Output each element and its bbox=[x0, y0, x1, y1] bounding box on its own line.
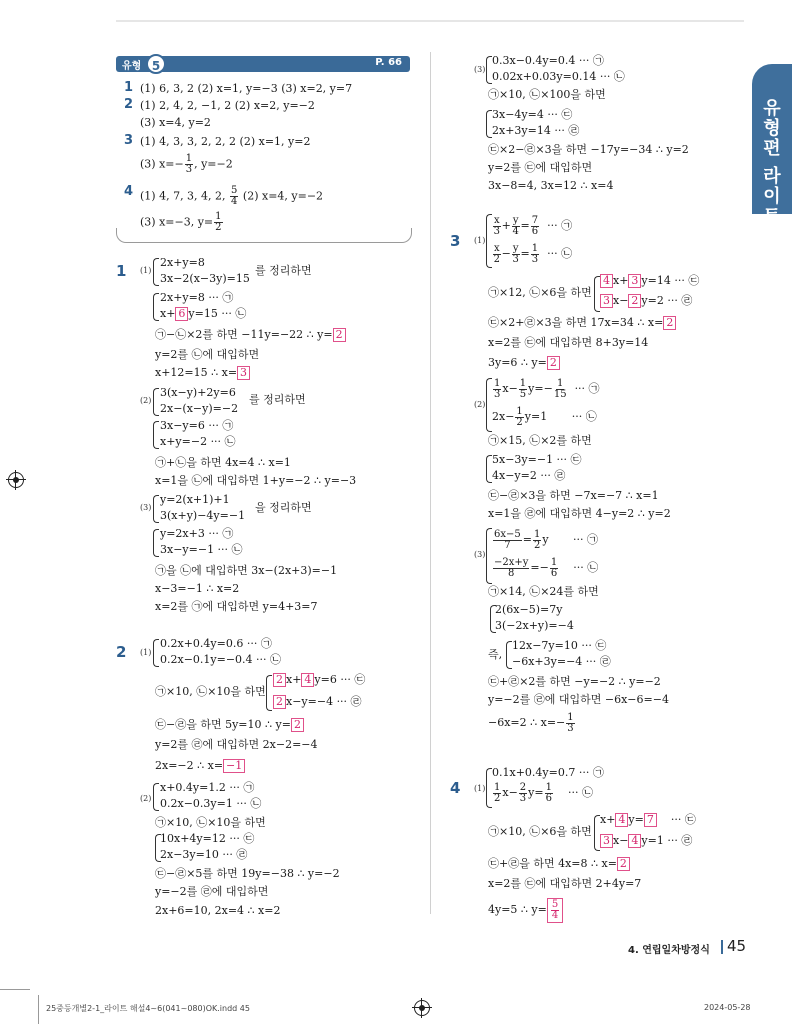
fraction bbox=[185, 154, 193, 175]
equation: $\frac{1}{2}$ x− $\frac{2}{3}$ y= $\frac{1}{6}$ ··· ㉡ bbox=[494, 781, 593, 804]
solution-step: ㉠×14, ㉡×24를 하면 bbox=[488, 585, 599, 598]
fraction bbox=[531, 244, 539, 265]
fraction bbox=[512, 244, 520, 265]
solution-step: 2x+6=10, 2x=4 ∴ x=2 bbox=[155, 904, 281, 917]
numerator: 1 bbox=[550, 556, 558, 568]
numerator: 6x−5 bbox=[494, 528, 521, 540]
system-brace bbox=[153, 258, 159, 286]
denominator: 6 bbox=[531, 225, 539, 237]
equation bbox=[600, 834, 692, 848]
equation bbox=[273, 695, 362, 709]
answer-box: 2 bbox=[273, 673, 286, 687]
text: ··· ㉡ bbox=[547, 247, 573, 260]
denominator: 4 bbox=[551, 909, 559, 921]
equation: 2x−(x−y)=−2 bbox=[160, 402, 239, 415]
answer-line bbox=[140, 186, 323, 207]
numerator: 2 bbox=[519, 781, 527, 793]
text: , y=−2 bbox=[194, 157, 233, 171]
denominator: 5 bbox=[519, 388, 527, 400]
fraction bbox=[519, 379, 527, 400]
equation: 3x−2(x−3y)=15 bbox=[160, 272, 250, 285]
solution-step: ㉢×2−㉣×3을 하면 −17y=−34 ∴ y=2 bbox=[488, 143, 689, 156]
system-brace bbox=[266, 675, 272, 711]
denominator: 3 bbox=[185, 164, 193, 175]
denominator: 7 bbox=[504, 539, 511, 551]
equation: 3x−4y=4 ··· ㉢ bbox=[492, 108, 573, 121]
numerator: 1 bbox=[516, 405, 523, 417]
fraction bbox=[533, 530, 541, 551]
fraction bbox=[493, 530, 522, 551]
text: ··· ㉠ bbox=[574, 382, 600, 395]
equation bbox=[600, 274, 699, 288]
denominator: 3 bbox=[512, 253, 519, 265]
equation bbox=[160, 307, 246, 321]
denominator: 2 bbox=[533, 539, 541, 551]
system-brace bbox=[153, 783, 159, 811]
problem-number: 4 bbox=[450, 779, 461, 797]
registration-mark-icon bbox=[414, 1000, 430, 1016]
text: ··· ㉡ bbox=[567, 786, 593, 799]
equation: 3(x−y)+2y=6 bbox=[160, 386, 236, 399]
fraction bbox=[551, 900, 559, 921]
text: ··· ㉠ bbox=[573, 533, 599, 546]
numerator: 5 bbox=[231, 185, 238, 196]
sub-label: (2) bbox=[140, 396, 152, 405]
numerator: 1 bbox=[531, 242, 539, 254]
type-label: 유형 bbox=[122, 61, 142, 72]
answer-box: −1 bbox=[223, 759, 245, 773]
solution-step: ㉠을 ㉡에 대입하면 3x−(2x+3)=−1 bbox=[155, 564, 338, 577]
text: x+ bbox=[286, 673, 302, 686]
solution-step: ㉠×10, ㉡×6을 하면 bbox=[488, 825, 592, 838]
text: 4y=5 ∴ y= bbox=[488, 903, 547, 916]
answer-box: 2 bbox=[273, 695, 286, 709]
text: ··· ㉡ bbox=[573, 561, 599, 574]
numerator: 7 bbox=[531, 214, 539, 226]
crop-mark bbox=[38, 995, 39, 1024]
equation: x+0.4y=1.2 ··· ㉠ bbox=[160, 781, 255, 794]
equation: x+y=−2 ··· ㉡ bbox=[160, 435, 236, 448]
fraction bbox=[566, 713, 574, 734]
instruction-text: 을 정리하면 bbox=[255, 501, 312, 514]
numerator: y bbox=[512, 214, 519, 226]
text: 3y=6 ∴ y= bbox=[488, 356, 547, 369]
answer-box bbox=[547, 898, 563, 923]
denominator: 6 bbox=[545, 792, 552, 804]
equation: 0.3x−0.4y=0.4 ··· ㉠ bbox=[492, 54, 604, 67]
solution-step bbox=[488, 356, 560, 370]
registration-mark-icon bbox=[8, 472, 24, 488]
denominator: 3 bbox=[494, 388, 501, 400]
sub-label: (3) bbox=[140, 503, 152, 512]
numerator: 1 bbox=[494, 377, 501, 389]
numerator: 5 bbox=[551, 898, 559, 910]
system-brace bbox=[153, 495, 159, 523]
answer-box: 2 bbox=[663, 316, 676, 330]
equation: $\frac{-2x+y}{8}$ =− $\frac{1}{6}$ ··· ㉡ bbox=[494, 556, 599, 579]
answer-box: 2 bbox=[291, 718, 304, 732]
equation: −6x+3y=−4 ··· ㉣ bbox=[512, 655, 611, 668]
equation: 12x−7y=10 ··· ㉢ bbox=[512, 639, 607, 652]
equation: 3(−2x+y)=−4 bbox=[495, 619, 574, 632]
equation: $\frac{6x-5}{7}$ = $\frac{1}{2}$ y ··· ㉠ bbox=[494, 528, 599, 551]
text: −6x=2 ∴ x=− bbox=[488, 716, 566, 729]
denominator: 6 bbox=[550, 567, 558, 579]
denominator: 3 bbox=[567, 722, 574, 734]
solution-step: y=−2를 ㉣에 대입하면 −6x−6=−4 bbox=[488, 693, 669, 706]
numerator: y bbox=[512, 242, 519, 254]
solution-step: ㉢−㉣×5를 하면 19y=−38 ∴ y=−2 bbox=[155, 867, 340, 880]
equation: 5x−3y=−1 ··· ㉢ bbox=[492, 453, 582, 466]
numerator: 1 bbox=[567, 711, 574, 723]
solution-step bbox=[155, 366, 250, 380]
registration-dot bbox=[13, 477, 19, 483]
answer-number: 1 bbox=[124, 80, 134, 95]
sub-label: (1) bbox=[474, 236, 486, 245]
solution-step: ㉠×15, ㉡×2를 하면 bbox=[488, 434, 592, 447]
answer-box: 3 bbox=[237, 366, 250, 380]
text: (3) x=− bbox=[140, 157, 184, 171]
denominator: 3 bbox=[519, 792, 527, 804]
fraction bbox=[493, 558, 529, 579]
answer-line: (1) 2, 4, 2, −1, 2 (2) x=2, y=−2 bbox=[140, 99, 315, 112]
sub-label: (2) bbox=[474, 400, 486, 409]
equation bbox=[492, 405, 597, 429]
solution-step: x=2를 ㉠에 대입하면 y=4+3=7 bbox=[155, 600, 318, 613]
solution-step: ㉢−㉣×3을 하면 −7x=−7 ∴ x=1 bbox=[488, 489, 659, 502]
text: ㉢+㉣을 하면 4x=8 ∴ x= bbox=[488, 857, 617, 870]
numerator: 1 bbox=[185, 153, 193, 164]
equation: 0.02x+0.03y=0.14 ··· ㉡ bbox=[492, 70, 625, 83]
equation: 3(x+y)−4y=−1 bbox=[160, 509, 246, 522]
fraction bbox=[493, 379, 501, 400]
text: ㉢−㉣을 하면 5y=10 ∴ y= bbox=[155, 718, 291, 731]
solution-step: y=2를 ㉡에 대입하면 bbox=[155, 348, 260, 361]
system-brace bbox=[153, 639, 159, 667]
solution-step bbox=[488, 316, 676, 330]
system-brace bbox=[153, 388, 159, 416]
solution-step bbox=[155, 718, 304, 732]
denominator: 4 bbox=[512, 225, 519, 237]
fraction bbox=[512, 216, 520, 237]
text: y=14 ··· ㉢ bbox=[641, 274, 700, 287]
text: x− bbox=[613, 834, 629, 847]
text: (3) x=−3, y= bbox=[140, 215, 214, 229]
numerator: 1 bbox=[545, 781, 552, 793]
top-rule bbox=[116, 20, 744, 22]
text: ㉠−㉡×2를 하면 −11y=−22 ∴ y= bbox=[155, 328, 333, 341]
side-tab-label: 유형편 라이트 bbox=[760, 98, 781, 227]
answer-box: 3 bbox=[600, 294, 613, 308]
instruction-text: 를 정리하면 bbox=[255, 264, 312, 277]
denominator: 15 bbox=[553, 388, 567, 400]
denominator: 8 bbox=[508, 567, 515, 579]
text: x+12=15 ∴ x= bbox=[155, 366, 238, 379]
equation: 2x+y=8 bbox=[160, 256, 205, 269]
fraction bbox=[545, 783, 553, 804]
answer-number: 2 bbox=[124, 97, 134, 112]
solution-step bbox=[488, 857, 630, 871]
page-reference: P. 66 bbox=[375, 57, 402, 68]
solution-step: ㉠×10, ㉡×100을 하면 bbox=[488, 88, 606, 101]
problem-number: 2 bbox=[116, 643, 127, 661]
text: ··· ㉡ bbox=[571, 410, 597, 423]
system-brace bbox=[153, 529, 159, 557]
answer-box: 7 bbox=[644, 813, 657, 827]
answer-line bbox=[140, 154, 233, 175]
solution-step: ㉠×10, ㉡×10을 하면 bbox=[155, 685, 266, 698]
solution-step: ㉠×10, ㉡×10을 하면 bbox=[155, 816, 266, 829]
answer-number: 3 bbox=[124, 133, 134, 148]
answer-box: 3 bbox=[628, 274, 641, 288]
text: y=6 ··· ㉢ bbox=[314, 673, 366, 686]
solution-step: x=1을 ㉡에 대입하면 1+y=−2 ∴ y=−3 bbox=[155, 474, 357, 487]
equation: 2x+3y=14 ··· ㉣ bbox=[492, 124, 580, 137]
text: x−y=−4 ··· ㉣ bbox=[286, 695, 362, 708]
equation bbox=[600, 294, 692, 308]
answer-number: 4 bbox=[124, 184, 134, 199]
solution-step: 3x−8=4, 3x=12 ∴ x=4 bbox=[488, 179, 614, 192]
text: 2x=−2 ∴ x= bbox=[155, 759, 224, 772]
chapter-title: 4. 연립일차방정식 bbox=[628, 945, 710, 956]
denominator: 2 bbox=[493, 253, 500, 265]
text: ··· ㉢ bbox=[670, 813, 696, 826]
solution-step: ㉢+㉣×2를 하면 −y=−2 ∴ y=−2 bbox=[488, 675, 661, 688]
fraction bbox=[519, 783, 527, 804]
text: ㉢×2+㉣×3을 하면 17x=34 ∴ x= bbox=[488, 316, 664, 329]
text: x+ bbox=[160, 307, 176, 320]
numerator: 1 bbox=[215, 211, 222, 222]
answer-box: 4 bbox=[600, 274, 613, 288]
system-brace bbox=[153, 421, 159, 449]
solution-step bbox=[155, 328, 346, 342]
text: y=1 ··· ㉣ bbox=[641, 834, 693, 847]
denominator: 4 bbox=[231, 196, 238, 207]
answer-line: (1) 6, 3, 2 (2) x=1, y=−3 (3) x=2, y=7 bbox=[140, 82, 353, 95]
solution-step: x=2를 ㉢에 대입하면 2+4y=7 bbox=[488, 877, 642, 890]
solution-step: ㉠+㉡을 하면 4x=4 ∴ x=1 bbox=[155, 456, 291, 469]
fraction bbox=[531, 216, 539, 237]
text: y=1 bbox=[524, 410, 548, 423]
answer-box: 2 bbox=[547, 356, 560, 370]
equation: $\frac{1}{3}$ x− $\frac{1}{5}$ y=− $\frac{1}{15}$ ··· ㉠ bbox=[494, 377, 600, 400]
sub-label: (3) bbox=[474, 65, 486, 74]
equation: y=2(x+1)+1 bbox=[160, 493, 230, 506]
registration-dot bbox=[419, 1005, 425, 1011]
text: x+ bbox=[613, 274, 629, 287]
footer-divider bbox=[721, 940, 723, 954]
numerator: x bbox=[494, 242, 500, 254]
equation: 0.2x−0.1y=−0.4 ··· ㉡ bbox=[160, 653, 282, 666]
fraction bbox=[493, 783, 501, 804]
answer-box: 4 bbox=[615, 813, 628, 827]
answer-box: 6 bbox=[175, 307, 188, 321]
problem-number: 1 bbox=[116, 262, 127, 280]
denominator: 2 bbox=[494, 792, 501, 804]
equation: 3x−y=6 ··· ㉠ bbox=[160, 419, 234, 432]
fraction bbox=[554, 379, 567, 400]
fraction bbox=[493, 244, 501, 265]
equation: 0.1x+0.4y=0.7 ··· ㉠ bbox=[492, 766, 604, 779]
print-slug-filename: 25중등개별2-1_라이트 해설4~6(041~080)OK.indd 45 bbox=[46, 1004, 250, 1013]
text: x+ bbox=[600, 813, 616, 826]
equation: 2(6x−5)=7y bbox=[495, 603, 563, 616]
equation: 2x−3y=10 ··· ㉣ bbox=[160, 848, 248, 861]
equation: 3x−y=−1 ··· ㉡ bbox=[160, 543, 243, 556]
answer-box: 4 bbox=[301, 673, 314, 687]
print-slug-date: 2024-05-28 bbox=[704, 1003, 751, 1012]
equation: 0.2x−0.3y=1 ··· ㉡ bbox=[160, 797, 262, 810]
sub-label: (1) bbox=[474, 784, 486, 793]
equation: $\frac{x}{2}$ − $\frac{y}{3}$ = $\frac{1}{3}$ ··· ㉡ bbox=[493, 242, 573, 265]
answer-box: 2 bbox=[628, 294, 641, 308]
equation: $\frac{x}{3}$ + $\frac{y}{4}$ = $\frac{7}{6}$ ··· ㉠ bbox=[493, 214, 573, 237]
fraction bbox=[550, 558, 558, 579]
problem-number: 3 bbox=[450, 232, 461, 250]
answer-line: (1) 4, 3, 3, 2, 2, 2 (2) x=1, y=2 bbox=[140, 135, 311, 148]
numerator: 1 bbox=[533, 528, 541, 540]
text: ··· ㉠ bbox=[547, 219, 573, 232]
equation: 0.2x+0.4y=0.6 ··· ㉠ bbox=[160, 637, 272, 650]
denominator: 2 bbox=[215, 222, 222, 233]
type-number: 5 bbox=[146, 54, 166, 74]
fraction bbox=[515, 407, 523, 428]
answer-box: 4 bbox=[628, 834, 641, 848]
denominator: 3 bbox=[493, 225, 500, 237]
denominator: 2 bbox=[516, 416, 523, 428]
column-divider bbox=[430, 52, 431, 914]
answer-box: 3 bbox=[600, 834, 613, 848]
numerator: 1 bbox=[519, 377, 527, 389]
text: y=2 ··· ㉣ bbox=[641, 294, 693, 307]
page-number: 45 bbox=[727, 937, 747, 955]
numerator: 1 bbox=[494, 781, 501, 793]
system-brace bbox=[153, 293, 159, 321]
solution-step: ㉠×12, ㉡×6을 하면 bbox=[488, 286, 592, 299]
equation: 2x+y=8 ··· ㉠ bbox=[160, 291, 234, 304]
answer-box: 2 bbox=[617, 857, 630, 871]
equation: 4x−y=2 ··· ㉣ bbox=[492, 469, 566, 482]
solution-step: y=−2를 ㉣에 대입하면 bbox=[155, 885, 269, 898]
solution-step: y=2를 ㉢에 대입하면 bbox=[488, 161, 593, 174]
text: y= bbox=[628, 813, 644, 826]
answer-line: (3) x=4, y=2 bbox=[140, 116, 211, 129]
answers-bracket bbox=[116, 228, 412, 243]
fraction bbox=[493, 216, 501, 237]
sub-label: (3) bbox=[474, 550, 486, 559]
solution-step: x=2를 ㉢에 대입하면 8+3y=14 bbox=[488, 336, 649, 349]
answer-box: 2 bbox=[333, 328, 346, 342]
equation: 10x+4y=12 ··· ㉢ bbox=[160, 832, 255, 845]
solution-step bbox=[155, 759, 245, 773]
text: y=15 ··· ㉡ bbox=[188, 307, 247, 320]
numerator: −2x+y bbox=[494, 556, 529, 568]
text: (2) x=4, y=−2 bbox=[239, 189, 324, 203]
text: 2x− bbox=[492, 410, 515, 423]
sub-label: (2) bbox=[140, 794, 152, 803]
solution-step: x=1을 ㉣에 대입하면 4−y=2 ∴ y=2 bbox=[488, 507, 671, 520]
numerator: 1 bbox=[557, 377, 564, 389]
text: (1) 4, 7, 3, 4, 2, bbox=[140, 189, 230, 203]
type-header-bar bbox=[116, 56, 410, 72]
numerator: x bbox=[494, 214, 500, 226]
solution-step: y=2를 ㉣에 대입하면 2x−2=−4 bbox=[155, 738, 318, 751]
solution-step: 즉, bbox=[488, 648, 503, 661]
fraction bbox=[230, 186, 238, 207]
equation bbox=[600, 813, 696, 827]
text: x− bbox=[613, 294, 629, 307]
solution-step: x−3=−1 ∴ x=2 bbox=[155, 582, 240, 595]
sub-label: (1) bbox=[140, 266, 152, 275]
equation bbox=[273, 673, 365, 687]
instruction-text: 를 정리하면 bbox=[249, 393, 306, 406]
solution-step bbox=[488, 896, 563, 924]
solution-step bbox=[488, 711, 576, 735]
crop-mark bbox=[0, 989, 30, 990]
sub-label: (1) bbox=[140, 648, 152, 657]
denominator: 3 bbox=[531, 253, 539, 265]
equation: y=2x+3 ··· ㉠ bbox=[160, 527, 234, 540]
